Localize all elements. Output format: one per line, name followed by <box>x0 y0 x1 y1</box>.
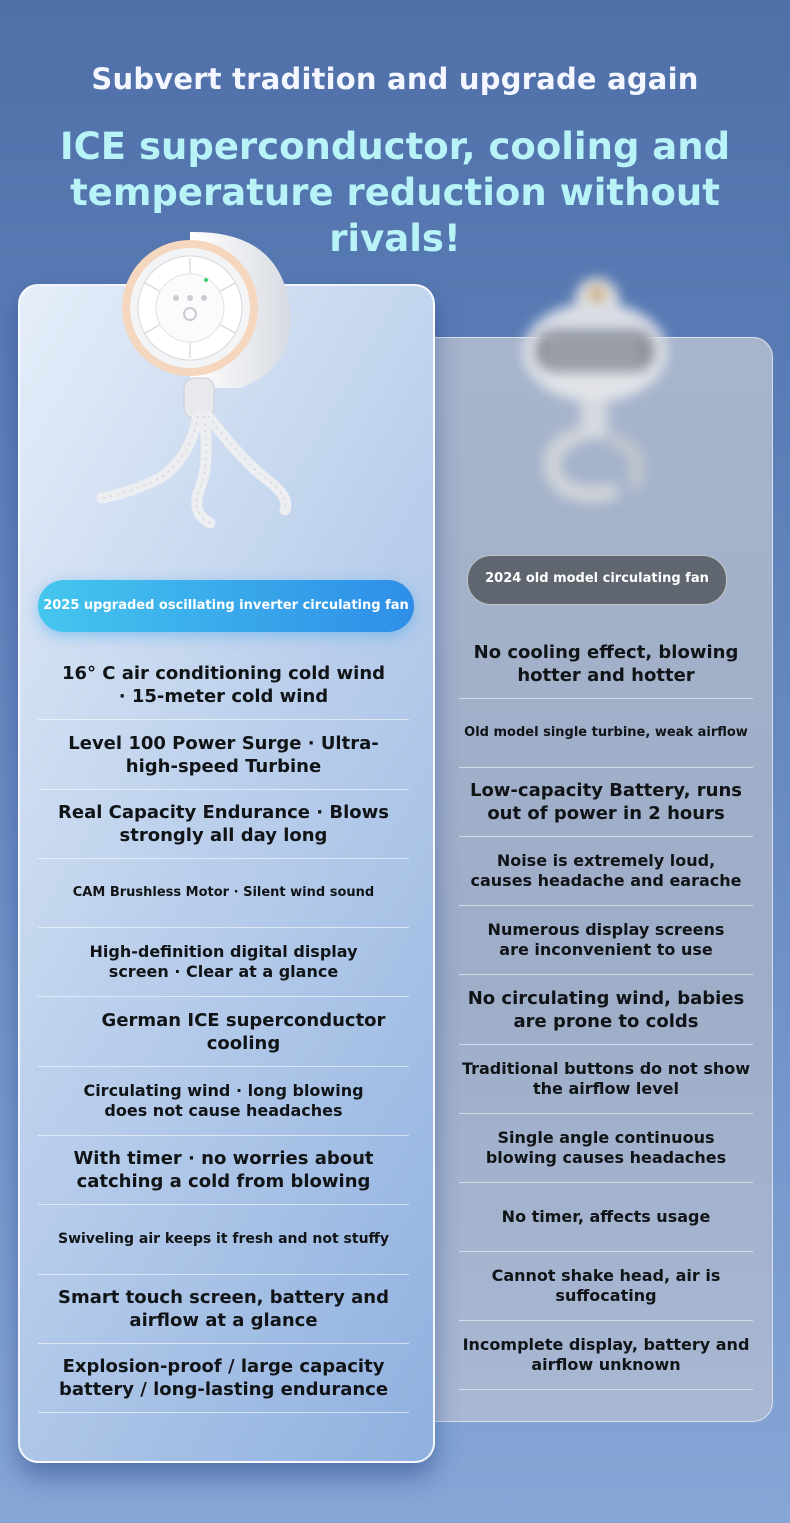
old-feature-item: No timer, affects usage <box>459 1183 753 1252</box>
headline-title: ICE superconductor, cooling and temperature reduction without rivals! <box>59 125 731 260</box>
old-feature-item: Old model single turbine, weak airflow <box>459 699 753 768</box>
new-feature-item: Swiveling air keeps it fresh and not stuffy <box>38 1205 409 1275</box>
new-feature-item: High-definition digital display screen · Clear at a glance <box>38 928 409 997</box>
old-feature-item: Noise is extremely loud, causes headache and earache <box>459 837 753 906</box>
old-feature-item: Traditional buttons do not show the airflow level <box>459 1045 753 1114</box>
old-feature-item: Low-capacity Battery, runs out of power in 2 hours <box>459 768 753 837</box>
fan-old-image <box>515 272 675 507</box>
new-feature-item: Smart touch screen, battery and airflow at a glance <box>38 1275 409 1344</box>
new-model-label: 2025 upgraded oscillating inverter circulating fan <box>38 580 414 632</box>
old-feature-item: Cannot shake head, air is suffocating <box>459 1252 753 1321</box>
old-feature-item: Single angle continuous blowing causes headaches <box>459 1114 753 1183</box>
new-feature-item: CAM Brushless Motor · Silent wind sound <box>38 859 409 928</box>
new-feature-item: Circulating wind · long blowing does not cause headaches <box>38 1067 409 1136</box>
old-feature-item: No cooling effect, blowing hotter and hotter <box>459 630 753 699</box>
fan-new-image <box>90 228 300 528</box>
new-feature-item: 16° C air conditioning cold wind · 15-meter cold wind <box>38 650 409 720</box>
new-feature-item: Explosion-proof / large capacity battery / long-lasting endurance <box>38 1344 409 1413</box>
new-feature-item: With timer · no worries about catching a cold from blowing <box>38 1136 409 1205</box>
new-feature-item: Level 100 Power Surge · Ultra- high-speed Turbine <box>38 720 409 790</box>
old-model-label: 2024 old model circulating fan <box>467 555 727 605</box>
old-feature-item: No circulating wind, babies are prone to colds <box>459 975 753 1045</box>
old-feature-item: Numerous display screens are inconvenient to use <box>459 906 753 975</box>
new-feature-item: German ICE superconductor cooling <box>38 997 409 1067</box>
new-feature-item: Real Capacity Endurance · Blows strongly all day long <box>38 790 409 859</box>
old-feature-item: Incomplete display, battery and airflow unknown <box>459 1321 753 1390</box>
headline-subtitle: Subvert tradition and upgrade again <box>91 62 699 96</box>
